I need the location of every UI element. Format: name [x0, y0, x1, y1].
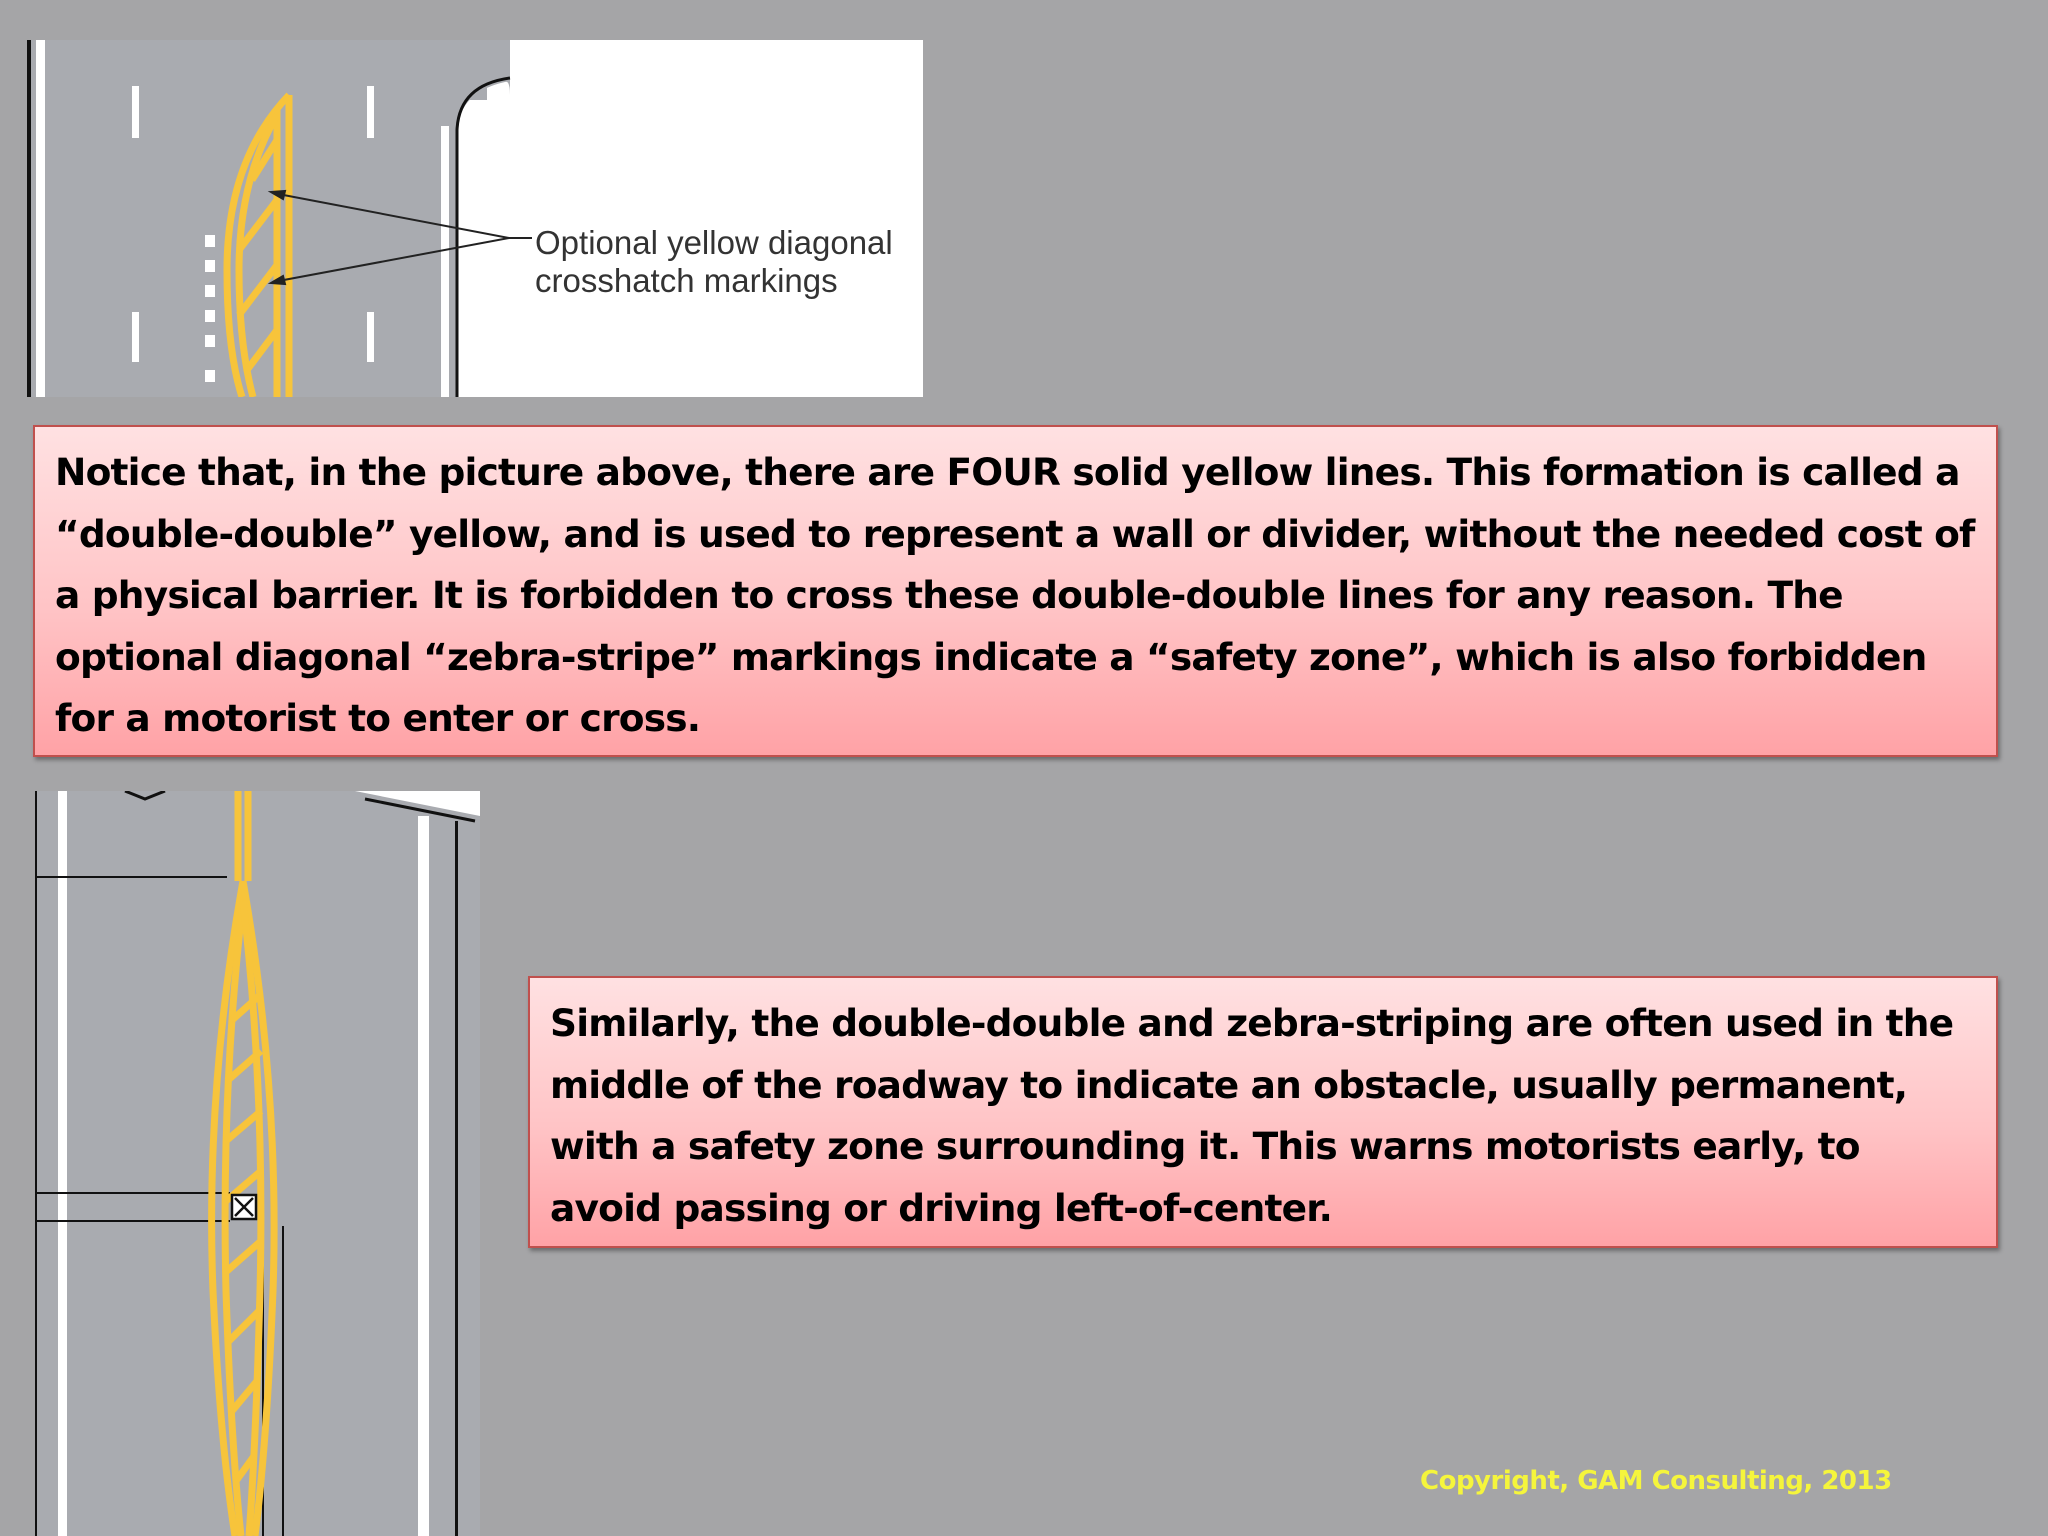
callout-bottom-text: Similarly, the double-double and zebra-striping are often used in the middle of the roadway to indicate an obstacle, usually permanent, with a safety zone surrounding it. This warns motorists early, to avoid passing or driving left-of-center. [550, 1001, 1954, 1230]
callout-top-text: Notice that, in the picture above, there are FOUR solid yellow lines. This formation is called a “double-double” yellow, and is used to represent a wall or divider, without the needed cost of a physical barrier. It is forbidden to cross these double-double lines for any reason. The optional diagonal “zebra-stripe” markings indicate a “safety zone”, which is also forbidden for a motorist to enter or cross. [55, 450, 1975, 740]
edge-line [36, 40, 45, 397]
edge-line-left [58, 791, 67, 1536]
edge-line-right [418, 816, 429, 1536]
callout-bottom [528, 976, 1998, 1248]
annotation-label-line2: crosshatch markings [535, 262, 838, 299]
edge-line-right [441, 126, 449, 397]
annotation-label-line1: Optional yellow diagonal [535, 224, 893, 261]
callout-top [33, 425, 1998, 757]
copyright-notice: Copyright, GAM Consulting, 2013 [1420, 1466, 1892, 1496]
obstacle-marker-icon [232, 1195, 256, 1219]
crosshatch-diagram-top [27, 40, 923, 397]
obstacle-diagram-bottom [35, 791, 480, 1536]
